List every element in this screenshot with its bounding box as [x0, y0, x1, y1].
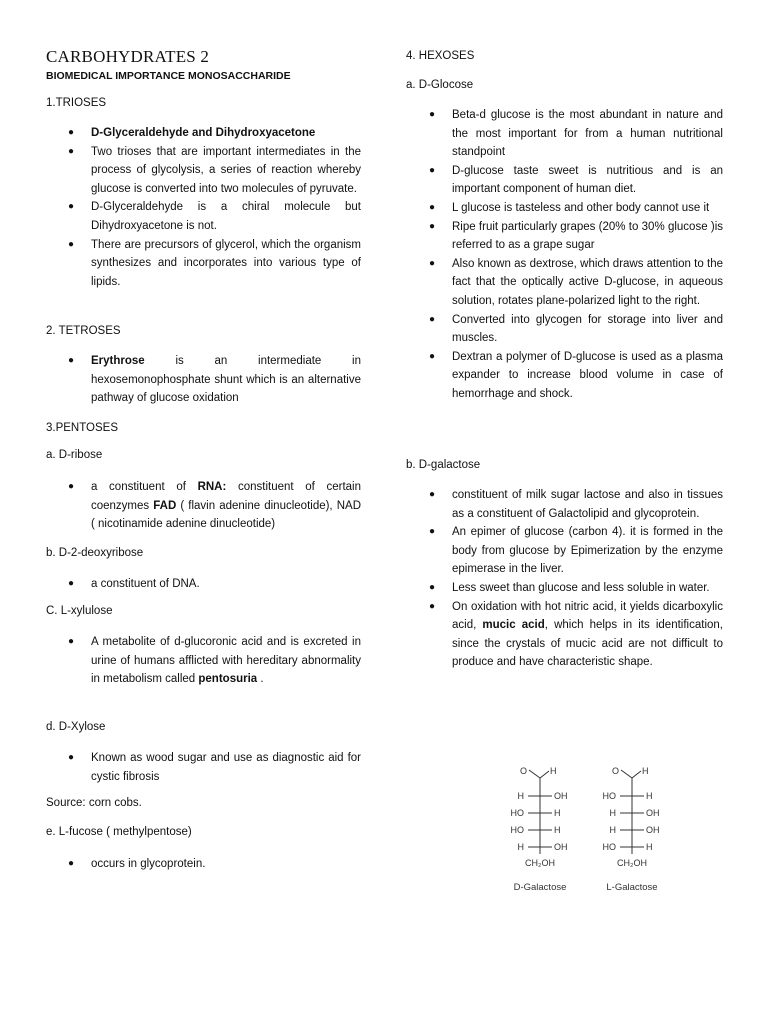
list-item: ● D-Glyceraldehyde and Dihydroxyacetone [91, 124, 361, 143]
list-item: ● Beta-d glucose is the most abundant in nature and the most important for from a human nutritional standpoint [452, 106, 723, 162]
deoxyribose-heading: b. D-2-deoxyribose [46, 547, 144, 559]
d-aldehyde-o: O [520, 766, 528, 776]
ribose-list [68, 478, 361, 534]
list-item: ● Also known as dextrose, which draws attention to the fact that the optically active D-glucose, in aqueous solution, rotates plane-polarized light to the right. [452, 255, 723, 311]
bullet-icon: ● [68, 238, 75, 250]
list-item: ● occurs in glycoprotein. [91, 855, 361, 874]
d-row-4-right: OH [554, 842, 568, 852]
d-aldehyde-h: H [550, 766, 557, 776]
d-row-1-left: H [517, 791, 524, 801]
source-line: Source: corn cobs. [46, 797, 142, 809]
fucose-list [68, 855, 361, 874]
list-item: ● Erythrose is an intermediate in hexosemonophosphate shunt which is an alternative pathway of glucose oxidation [91, 352, 361, 408]
hexoses-heading: 4. HEXOSES [406, 50, 475, 62]
ribose-heading: a. D-ribose [46, 449, 103, 461]
list-item: ● Converted into glycogen for storage into liver and muscles. [452, 311, 723, 348]
bullet-icon: ● [68, 636, 75, 647]
bullet-icon: ● [68, 752, 75, 763]
bullet-icon: ● [68, 578, 75, 589]
d-row-1-right: OH [554, 791, 568, 801]
tetroses-list [68, 352, 361, 408]
list-item: ● On oxidation with hot nitric acid, it yields dicarboxylic acid, mucic acid, which helps in its identification, since the crystals of mucic acid are not difficult to produce and have characteristic shape. [452, 598, 723, 672]
bullet-icon: ● [429, 257, 436, 269]
bullet-icon: ● [68, 145, 75, 157]
list-item: ● Known as wood sugar and use as diagnostic aid for cystic fibrosis [91, 749, 361, 786]
l-row-4-left: HO [602, 842, 616, 852]
bullet-icon: ● [429, 526, 436, 538]
xylose-heading: d. D-Xylose [46, 721, 106, 733]
trioses-heading: 1.TRIOSES [46, 97, 107, 109]
l-row-2-left: H [609, 808, 616, 818]
d-rows [511, 791, 568, 852]
page-subtitle: BIOMEDICAL IMPORTANCE MONOSACCHARIDE [46, 70, 291, 82]
d-row-4-left: H [517, 842, 524, 852]
list-item: ● D-glucose taste sweet is nutritious and is an important component of human diet. [452, 162, 723, 199]
deoxyribose-list [68, 575, 361, 594]
bullet-icon: ● [429, 350, 436, 362]
l-rows [603, 791, 660, 852]
list-item: ● There are precursors of glycerol, which the organism synthesizes and incorporates into various type of lipids. [91, 236, 361, 292]
l-row-1-left: HO [602, 791, 616, 801]
d-ch2oh: CH₂OH [525, 858, 555, 868]
bullet-icon: ● [429, 201, 436, 213]
bullet-icon: ● [429, 581, 436, 593]
bullet-icon: ● [429, 489, 436, 500]
d-galactose-label: D-Galactose [513, 882, 567, 893]
list-item: ● A metabolite of d-glucoronic acid and is excreted in urine of humans afflicted with hereditary abnormality in metabolism called pentosuria . [91, 633, 361, 689]
d-row-3-left: HO [510, 825, 524, 835]
list-item: ● constituent of milk sugar lactose and also in tissues as a constituent of Galactolipid and glycoprotein. [452, 486, 723, 523]
pentoses-heading: 3.PENTOSES [46, 422, 119, 434]
xylulose-heading: C. L-xylulose [46, 605, 113, 617]
d-row-2-right: H [554, 808, 561, 818]
list-item: ● a constituent of RNA: constituent of certain coenzymes FAD ( flavin adenine dinucleotide), NAD ( nicotinamide adenine dinucleotide) [91, 478, 361, 534]
tetroses-heading: 2. TETROSES [46, 325, 121, 337]
galactose-list [429, 486, 723, 672]
list-item: ● An epimer of glucose (carbon 4). it is formed in the body from glucose by Epimerization by the enzyme epimerase in the liver. [452, 523, 723, 579]
list-item: ● Two trioses that are important intermediates in the process of glycolysis, a series of reaction whereby glucose is converted into two molecules of pyruvate. [91, 143, 361, 199]
bullet-icon: ● [429, 109, 436, 120]
xylulose-list [68, 633, 361, 689]
d-row-2-left: HO [510, 808, 524, 818]
list-item: ● Dextran a polymer of D-glucose is used as a plasma expander to increase blood volume in case of hemorrhage and shock. [452, 348, 723, 404]
l-aldehyde-o: O [612, 766, 620, 776]
bullet-icon: ● [68, 858, 75, 869]
bullet-icon: ● [429, 313, 436, 325]
l-row-3-left: H [609, 825, 616, 835]
list-item: ● Ripe fruit particularly grapes (20% to 30% glucose )is referred to as a grape sugar [452, 218, 723, 255]
l-row-2-right: OH [646, 808, 660, 818]
galactose-heading: b. D-galactose [406, 459, 481, 471]
bullet-icon: ● [68, 201, 75, 213]
list-item: ● Less sweet than glucose and less soluble in water. [452, 579, 723, 598]
trioses-list [68, 124, 361, 291]
bullet-icon: ● [429, 164, 436, 176]
l-row-1-right: H [646, 791, 653, 801]
list-item: ● L glucose is tasteless and other body cannot use it [452, 199, 723, 218]
l-row-3-right: OH [646, 825, 660, 835]
d-galactose-structure [511, 766, 568, 893]
bullet-icon: ● [68, 355, 75, 366]
page-title: CARBOHYDRATES 2 [46, 47, 210, 66]
bullet-icon: ● [429, 600, 436, 612]
bullet-icon: ● [429, 220, 436, 232]
l-galactose-structure [603, 766, 660, 893]
list-item: ● D-Glyceraldehyde is a chiral molecule but Dihydroxyacetone is not. [91, 198, 361, 235]
d-row-3-right: H [554, 825, 561, 835]
l-row-4-right: H [646, 842, 653, 852]
list-item: ● a constituent of DNA. [91, 575, 361, 594]
glucose-list [429, 106, 723, 404]
bullet-icon: ● [68, 481, 75, 492]
galactose-fischer-figure [500, 758, 680, 898]
l-ch2oh: CH₂OH [617, 858, 647, 868]
xylose-list [68, 749, 361, 786]
glucose-heading: a. D-Glocose [406, 79, 474, 91]
bullet-icon: ● [68, 127, 75, 138]
l-galactose-label: L-Galactose [606, 882, 658, 893]
l-aldehyde-h: H [642, 766, 649, 776]
fucose-heading: e. L-fucose ( methylpentose) [46, 826, 192, 838]
